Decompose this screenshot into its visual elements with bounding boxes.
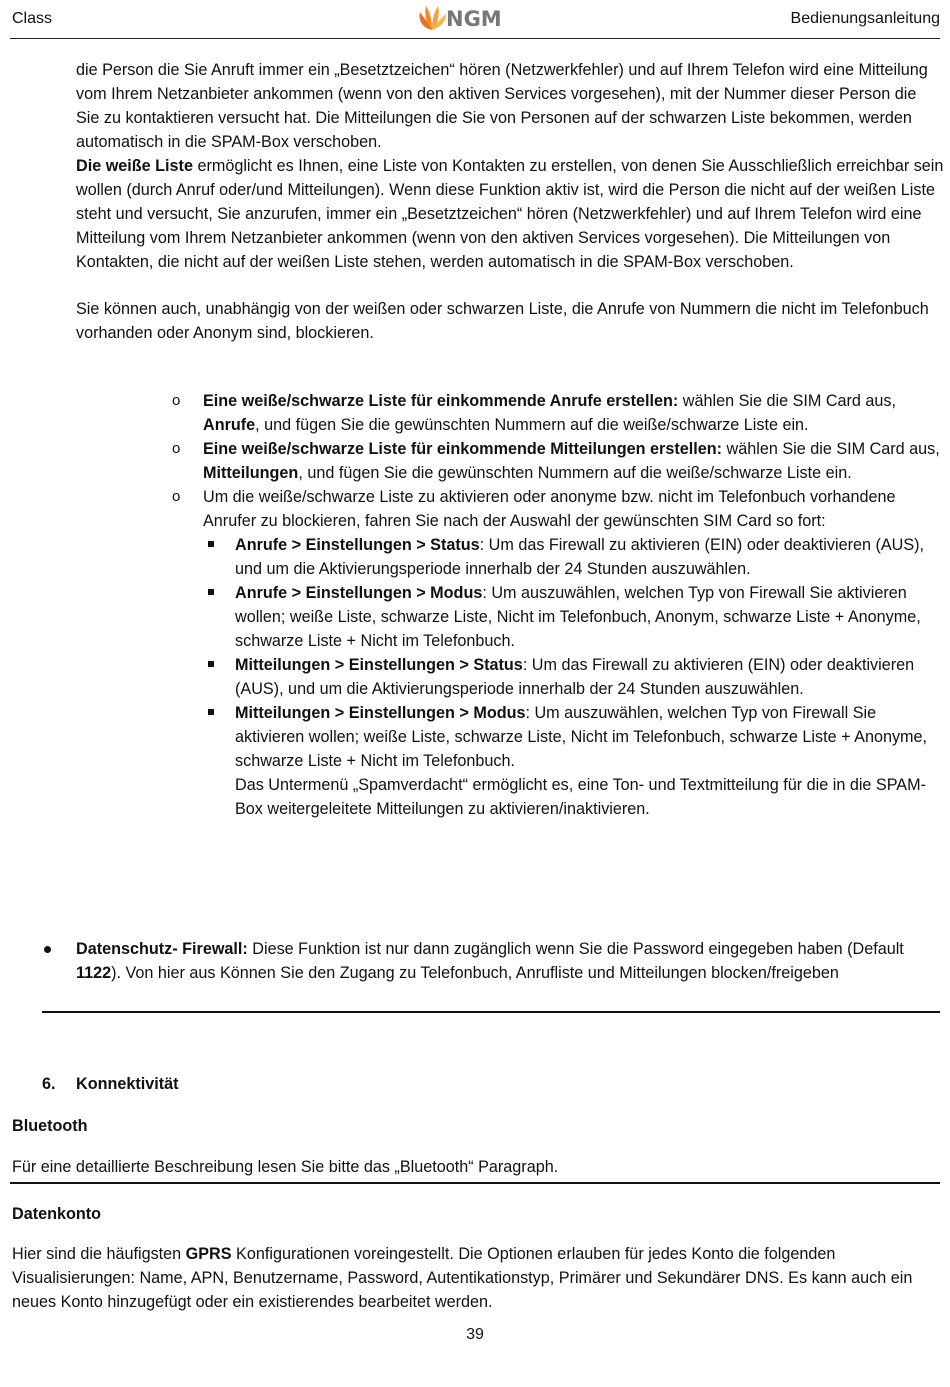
bluetooth-text: Für eine detaillierte Beschreibung lesen Sie bitte das „Bluetooth“ Paragraph. xyxy=(12,1158,559,1176)
list-item xyxy=(204,581,942,653)
ngm-logo-icon xyxy=(420,6,447,30)
spam-suspicion-note: Das Untermenü „Spamverdacht“ ermöglicht es, eine Ton- und Textmitteilung für die in die SPAM-Box weitergeleitete Mitteilungen zu aktivieren/inaktivieren. xyxy=(235,776,926,818)
whitelist-text: ermöglicht es Ihnen, eine Liste von Kontakten zu erstellen, von denen Sie Ausschließlich erreichbar sein wollen (durch Anruf oder/und Mitteilungen). Wenn diese Funktion aktiv ist, wird die Person die nicht auf der weißen Liste steht und versucht, Sie anzurufen, immer ein „Besetztzeichen“ hören (Netzwerkfehler) und auf Ihrem Telefon wird eine Mitteilung vom Ihrem Netzanbieter ankommen (wenn von den aktiven Services vorgesehen). Die Mitteilungen von Kontakten, die nicht auf der weißen Liste stehen, werden automatisch in die SPAM-Box verschoben. xyxy=(76,157,944,271)
square-bullet-icon xyxy=(208,709,214,715)
circle-bullet-icon: o xyxy=(172,440,181,457)
section-divider xyxy=(42,1011,940,1013)
item-menu-term: Mitteilungen xyxy=(203,464,299,482)
privacy-text: Diese Funktion ist nur dann zugänglich wenn Sie die Password eingegeben haben (Default xyxy=(247,940,904,958)
list-item xyxy=(204,653,942,701)
privacy-firewall-item xyxy=(42,937,942,985)
chapter-title: Konnektivität xyxy=(76,1075,179,1093)
chapter-heading xyxy=(42,1072,179,1096)
item-text: wählen Sie die SIM Card aus, xyxy=(678,392,897,410)
gprs-term: GPRS xyxy=(185,1245,232,1263)
circle-bullet-icon: o xyxy=(172,488,181,505)
square-bullet-icon xyxy=(208,589,214,595)
menu-path: Mitteilungen > Einstellungen > Modus xyxy=(235,704,526,722)
square-bullet-icon xyxy=(208,541,214,547)
menu-path-description: : Um auszuwählen, welchen Typ von Firewall Sie aktivieren wollen; weiße Liste, schwarze Liste, Nicht im Telefonbuch, Anonym, schwarze Liste + Anonyme, schwarze Liste + Nicht im Telefonbuch. xyxy=(235,584,921,650)
menu-path: Mitteilungen > Einstellungen > Status xyxy=(235,656,523,674)
header-divider xyxy=(10,38,940,39)
item-text: , und fügen Sie die gewünschten Nummern auf die weiße/schwarze Liste ein. xyxy=(298,464,852,482)
item-menu-term: Anrufe xyxy=(203,416,256,434)
menu-path-description: : Um das Firewall zu aktivieren (EIN) oder deaktivieren (AUS), und um die Aktivierungsperiode innerhalb der 24 Stunden auszuwählen. xyxy=(235,536,925,578)
item-text: Um die weiße/schwarze Liste zu aktivieren oder anonyme bzw. nicht im Telefonbuch vorhandene Anrufer zu blockieren, fahren Sie nach der Auswahl der gewünschten SIM Card so fort: xyxy=(203,488,896,530)
menu-path: Anrufe > Einstellungen > Status xyxy=(235,536,480,554)
list-item xyxy=(204,533,942,581)
header-model-label: Class xyxy=(12,10,53,27)
blacklist-paragraph: die Person die Sie Anruft immer ein „Besetztzeichen“ hören (Netzwerkfehler) und auf Ihrem Telefon wird eine Mitteilung vom Ihrem Netzanbieter ankommen (wenn von den aktiven Services vorgesehen), mit der Nummer dieser Person die Sie zu kontaktieren versucht hat. Die Mitteilungen die Sie von Personen auf der schwarzen Liste bekommen, werden automatisch in die SPAM-Box verschoben. xyxy=(76,61,928,151)
item-title: Eine weiße/schwarze Liste für einkommende Mitteilungen erstellen: xyxy=(203,440,723,458)
list-item xyxy=(172,485,942,533)
ngm-logo xyxy=(416,2,524,34)
privacy-text: ). Von hier aus Können Sie den Zugang zu Telefonbuch, Anrufliste und Mitteilungen blocken/freigeben xyxy=(111,964,839,982)
whitelist-paragraph xyxy=(76,154,944,274)
page-number: 39 xyxy=(466,1326,484,1343)
list-item xyxy=(172,437,942,485)
chapter-number: 6. xyxy=(42,1075,56,1093)
item-text: , und fügen Sie die gewünschten Nummern auf die weiße/schwarze Liste ein. xyxy=(255,416,809,434)
item-title: Eine weiße/schwarze Liste für einkommende Anrufe erstellen: xyxy=(203,392,679,410)
menu-path: Anrufe > Einstellungen > Modus xyxy=(235,584,483,602)
datenkonto-heading xyxy=(12,1202,101,1226)
intro-section xyxy=(76,58,944,345)
datenkonto-heading-text: Datenkonto xyxy=(12,1205,102,1223)
whitelist-term: Die weiße Liste xyxy=(76,157,193,175)
privacy-title: Datenschutz- Firewall: xyxy=(76,940,248,958)
item-text: wählen Sie die SIM Card aus, xyxy=(722,440,940,458)
privacy-firewall-text xyxy=(42,937,942,985)
datenkonto-text xyxy=(12,1242,942,1314)
list-item xyxy=(204,701,942,821)
datenkonto-text-part: Hier sind die häufigsten xyxy=(12,1245,186,1263)
firewall-steps-list xyxy=(172,389,942,821)
default-password: 1122 xyxy=(76,964,112,982)
bluetooth-heading-text: Bluetooth xyxy=(12,1117,88,1135)
section-divider xyxy=(10,1182,940,1184)
header-document-type: Bedienungsanleitung xyxy=(790,10,940,27)
circle-bullet-icon: o xyxy=(172,392,181,409)
logo-wordmark: NGM xyxy=(446,7,502,31)
list-item xyxy=(172,389,942,437)
menu-path-description: : Um auszuwählen, welchen Typ von Firewall Sie aktivieren wollen; weiße Liste, schwarze Liste, Nicht im Telefonbuch, schwarze Liste + Anonyme, schwarze Liste + Nicht im Telefonbuch. xyxy=(235,704,928,770)
menu-path-description: : Um das Firewall zu aktivieren (EIN) oder deaktivieren (AUS), und um die Aktivierungsperiode innerhalb der 24 Stunden auszuwählen. xyxy=(235,656,915,698)
datenkonto-text-part: Konfigurationen voreingestellt. Die Optionen erlauben für jedes Konto die folgenden Visualisierungen: Name, APN, Benutzername, Password, Autentikationstyp, Primärer und Sekundärer DNS. Es kann auch ein neues Konto hinzugefügt oder ein existierendes bearbeitet werden. xyxy=(12,1245,913,1311)
bullet-dot-icon xyxy=(44,946,51,953)
menu-path-list xyxy=(204,533,942,821)
bluetooth-heading xyxy=(12,1114,88,1138)
block-anonymous-paragraph: Sie können auch, unabhängig von der weißen oder schwarzen Liste, die Anrufe von Nummern die nicht im Telefonbuch vorhanden oder Anonym sind, blockieren. xyxy=(76,300,929,342)
square-bullet-icon xyxy=(208,661,214,667)
